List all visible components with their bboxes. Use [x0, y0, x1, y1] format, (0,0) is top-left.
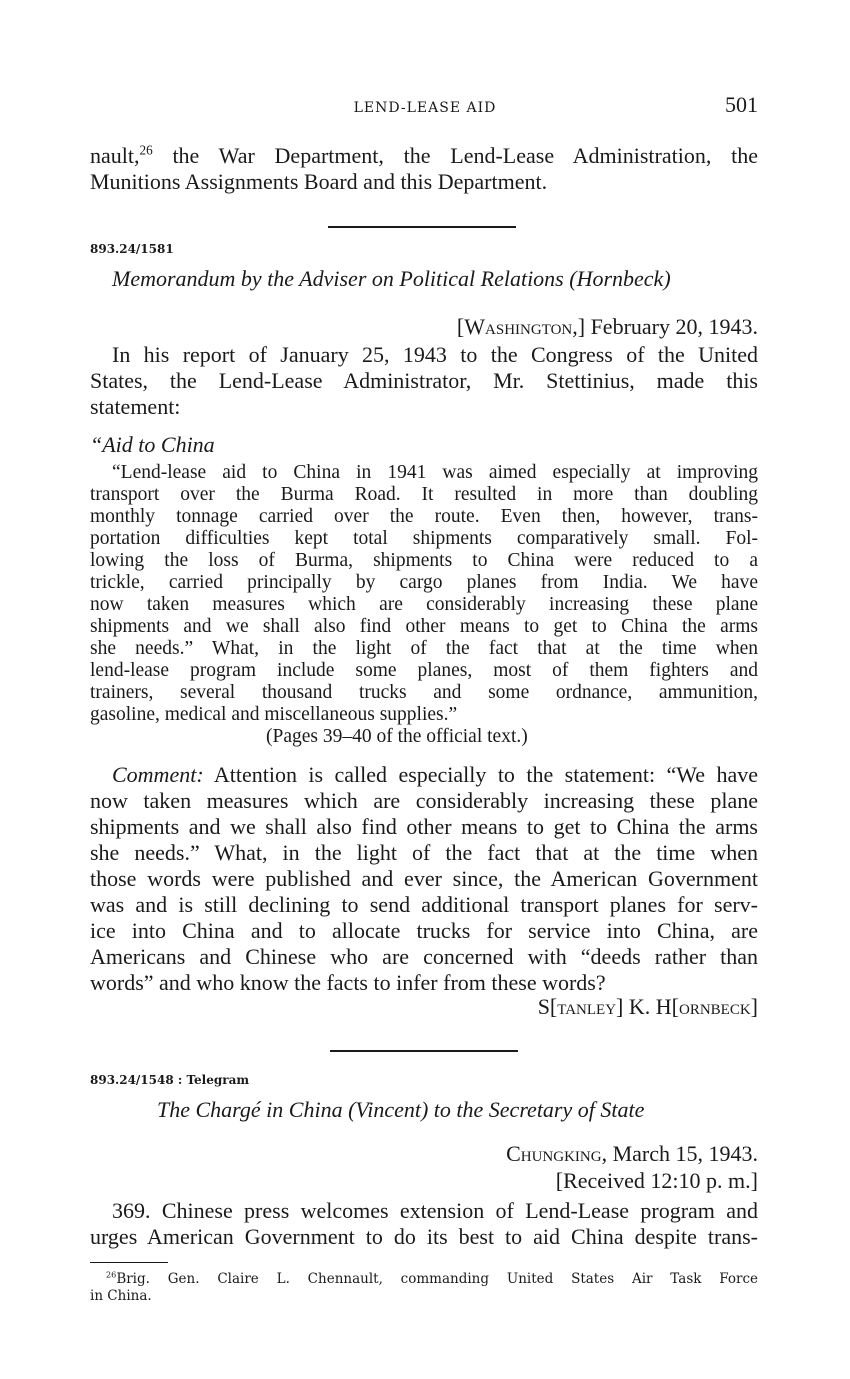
quote-line: lend-lease program include some planes, most of them fighters and [90, 660, 758, 681]
quote-line: gasoline, medical and miscellaneous supplies.” [90, 704, 458, 725]
quote-citation: (Pages 39–40 of the official text.) [266, 726, 528, 747]
comment-line: Americans and Chinese who are concerned with “deeds rather than [90, 944, 758, 969]
intro-line: States, the Lend-Lease Administrator, Mr. Stettinius, made this [90, 368, 758, 393]
doc2-body [90, 1198, 758, 1250]
doc1-file-number: 893.24/1581 [90, 242, 174, 256]
footnote [90, 1271, 758, 1305]
quote-line: lowing the loss of Burma, shipments to China were reduced to a [90, 550, 758, 571]
continuation-line-1: nault,$^{26}$ the War Department, the Lend-Lease Administration, the [90, 142, 758, 168]
doc2-received: [Received 12:10 p. m.] [555, 1168, 758, 1193]
comment-label: Comment: [112, 762, 204, 787]
comment-line: words” and who know the facts to infer from these words? [90, 970, 606, 995]
comment-line: she needs.” What, in the light of the fact that at the time when [90, 840, 758, 865]
footnote-rule [90, 1262, 168, 1263]
comment-line: those words were published and ever since, the American Government [90, 866, 758, 891]
footnote-line: $^{26}$Brig. Gen. Claire L. Chennault, commanding United States Air Task Force [106, 1269, 758, 1287]
quote-line: shipments and we shall also find other means to get to China the arms [90, 616, 758, 637]
quote-line: she needs.” What, in the light of the fact that at the time when [90, 638, 758, 659]
comment-line: Comment: Attention is called especially to the statement: “We have [112, 762, 758, 787]
quote-line: monthly tonnage carried over the route. Even then, however, trans- [90, 506, 758, 527]
comment-line: shipments and we shall also find other means to get to China the arms [90, 814, 758, 839]
doc2-dateline: Chungking, March 15, 1943. [506, 1141, 758, 1166]
quote-line: now taken measures which are considerably increasing these plane [90, 594, 758, 615]
section-divider-1 [328, 226, 516, 228]
running-header: LEND-LEASE AID [353, 100, 497, 116]
doc1-dateline: [Washington,] February 20, 1943. [456, 314, 758, 339]
body-line: 369. Chinese press welcomes extension of Lend-Lease program and [112, 1198, 758, 1223]
footnote-line: in China. [90, 1288, 152, 1304]
doc2-title: The Chargé in China (Vincent) to the Secretary of State [157, 1097, 645, 1122]
signature: S[tanley] K. H[ornbeck] [537, 994, 758, 1019]
doc1-title: Memorandum by the Adviser on Political Relations (Hornbeck) [112, 266, 671, 291]
comment-paragraph [90, 762, 758, 996]
comment-line: now taken measures which are considerably increasing these plane [90, 788, 758, 813]
footnote-ref: 26 [139, 142, 153, 158]
page-number: 501 [725, 92, 758, 117]
quote-line: trickle, carried principally by cargo planes from India. We have [90, 572, 758, 593]
quote-line: portation difficulties kept total shipments comparatively small. Fol- [90, 528, 758, 549]
intro-line: In his report of January 25, 1943 to the Congress of the United [112, 342, 758, 367]
section-divider-2 [330, 1050, 518, 1052]
comment-line: ice into China and to allocate trucks for service into China, are [90, 918, 758, 943]
continuation-line-2: Munitions Assignments Board and this Department. [90, 169, 548, 194]
quote-line: transport over the Burma Road. It resulted in more than doubling [90, 484, 758, 505]
quote-line: “Lend-lease aid to China in 1941 was aimed especially at improving [112, 462, 758, 483]
quote-line: trainers, several thousand trucks and some ordnance, ammunition, [90, 682, 758, 703]
doc1-intro [90, 342, 758, 420]
quote-block [90, 462, 758, 748]
intro-line: statement: [90, 394, 181, 419]
comment-line: was and is still declining to send additional transport planes for serv- [90, 892, 758, 917]
body-line: urges American Government to do its best to aid China despite trans- [90, 1224, 758, 1249]
quote-heading: “Aid to China [90, 432, 215, 457]
doc2-file-number: 893.24/1548 : Telegram [90, 1073, 250, 1087]
